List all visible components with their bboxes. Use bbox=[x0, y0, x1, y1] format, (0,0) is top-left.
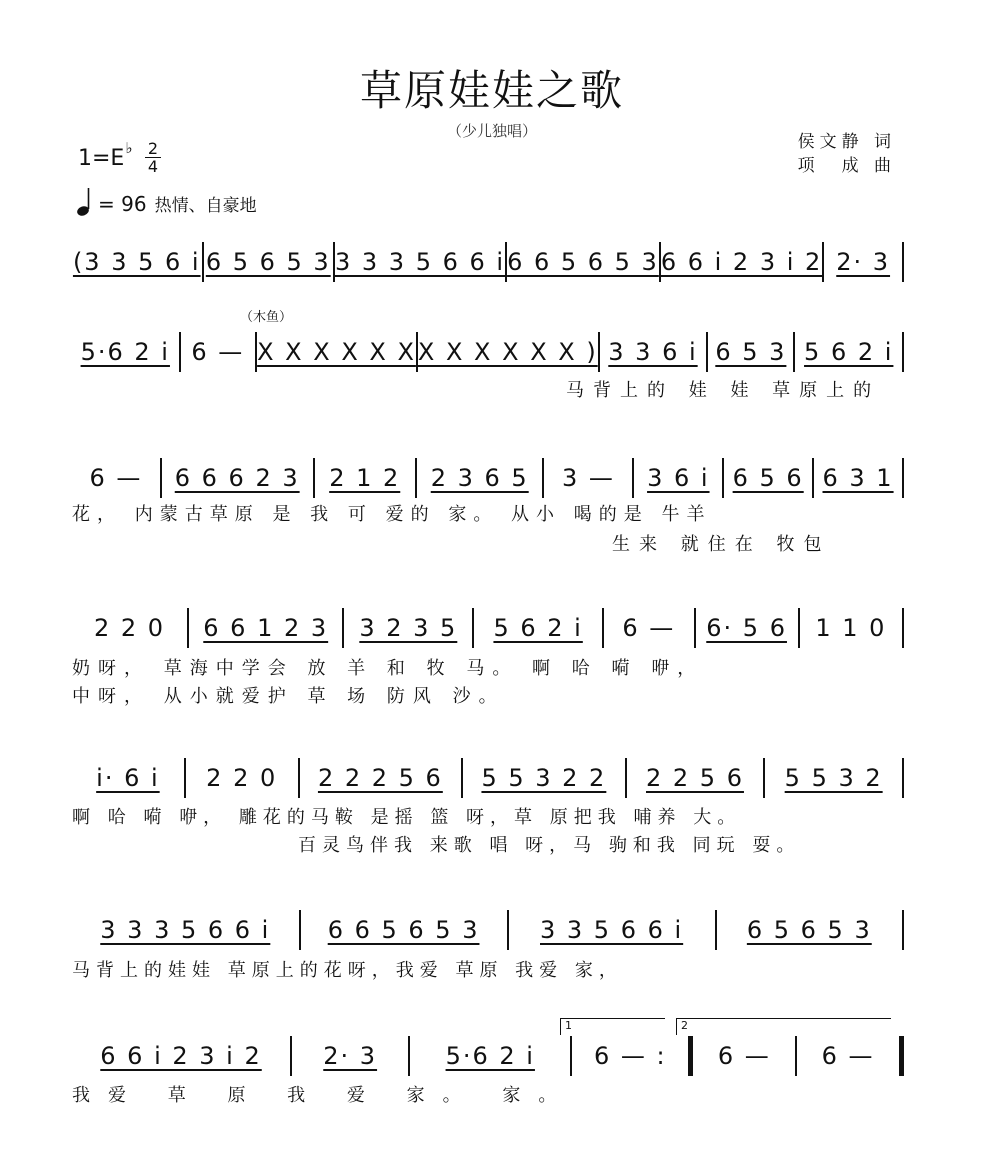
barline bbox=[902, 458, 904, 498]
notes: i· 6 i bbox=[96, 764, 160, 792]
measure bbox=[509, 916, 715, 944]
measure bbox=[301, 916, 507, 944]
measure bbox=[507, 248, 659, 276]
measure bbox=[72, 248, 202, 276]
music-row-6 bbox=[72, 910, 904, 950]
notes: 3 3 3 5 6 6 i bbox=[335, 248, 506, 276]
notes: 3 — bbox=[561, 464, 615, 492]
notes: 5 5 3 2 2 bbox=[481, 764, 607, 792]
measure bbox=[572, 1042, 688, 1070]
barline bbox=[902, 758, 904, 798]
tempo-marking bbox=[76, 186, 257, 216]
measure bbox=[627, 764, 764, 792]
notes: 6 6 i 2 3 i 2 bbox=[660, 248, 823, 276]
measure bbox=[335, 248, 505, 276]
measure bbox=[634, 464, 722, 492]
lyrics-row-2: 马背上的 娃 娃 草原上的 bbox=[566, 380, 881, 401]
notes: 6 6 i 2 3 i 2 bbox=[100, 1042, 262, 1070]
notes: 6 — bbox=[717, 1042, 771, 1070]
lyrics-row-6: 马背上的娃娃 草原上的花呀，我爱 草原 我爱 家， bbox=[72, 960, 623, 981]
notes: 2 2 5 6 bbox=[646, 764, 744, 792]
barline bbox=[902, 608, 904, 648]
lyrics-row-5-verse-2: 百灵鸟伴我 来歌 唱 呀，马 驹和我 同玩 耍。 bbox=[298, 835, 801, 856]
notes: 6 5 6 5 3 bbox=[205, 248, 331, 276]
measure bbox=[72, 1042, 290, 1070]
notes: 2 2 0 bbox=[93, 614, 166, 642]
measure bbox=[292, 1042, 408, 1070]
measure bbox=[72, 916, 299, 944]
notes: 2 3 6 5 bbox=[430, 464, 529, 492]
lyrics-row-3-verse-1: 花， 内蒙古草原 是 我 可 爱的 家。 从小 喝的是 牛羊 bbox=[72, 504, 712, 525]
notes: 1 1 0 bbox=[815, 614, 887, 642]
first-ending-bracket: 1 bbox=[560, 1018, 665, 1035]
notes: 3 2 3 5 bbox=[359, 614, 458, 642]
measure bbox=[410, 1042, 570, 1070]
notes: 3 6 i bbox=[647, 464, 710, 492]
notes: 5·6 2 i bbox=[80, 338, 170, 366]
notes: 6 5 6 5 3 bbox=[746, 916, 872, 944]
notes: 6· 5 6 bbox=[706, 614, 787, 642]
measure bbox=[795, 338, 902, 366]
key-label: 1=E bbox=[78, 146, 125, 171]
measure bbox=[797, 1042, 899, 1070]
measure bbox=[344, 614, 472, 642]
notes: 3 3 3 5 6 6 i bbox=[100, 916, 271, 944]
notes: 2· 3 bbox=[836, 248, 891, 276]
measure bbox=[708, 338, 793, 366]
notes: (3 3 5 6 i bbox=[72, 248, 201, 276]
notes: 6 — bbox=[191, 338, 245, 366]
measure bbox=[800, 614, 902, 642]
notes: 6 6 5 6 5 3 bbox=[507, 248, 659, 276]
expression-mark: 热情、自豪地 bbox=[154, 196, 257, 216]
measure bbox=[72, 764, 184, 792]
song-title: 草原娃娃之歌 bbox=[359, 66, 624, 115]
notes: 6 5 6 bbox=[732, 464, 804, 492]
quarter-note-icon bbox=[76, 186, 92, 216]
measure bbox=[814, 464, 902, 492]
notes: 5 5 3 2 bbox=[784, 764, 883, 792]
notes: 2 1 2 bbox=[329, 464, 401, 492]
time-signature bbox=[145, 140, 161, 175]
notes: 3 3 6 i bbox=[608, 338, 698, 366]
measure bbox=[204, 248, 334, 276]
music-row-1 bbox=[72, 242, 904, 282]
song-subtitle: （少儿独唱） bbox=[446, 122, 537, 140]
measure bbox=[463, 764, 625, 792]
time-denominator: 4 bbox=[145, 157, 161, 175]
notes: 6 — : bbox=[594, 1042, 667, 1070]
music-row-4 bbox=[72, 608, 904, 648]
notes: 6 — bbox=[622, 614, 676, 642]
measure bbox=[72, 338, 179, 366]
music-row-2 bbox=[72, 332, 904, 372]
notes: 6 5 3 bbox=[715, 338, 787, 366]
measure bbox=[418, 338, 598, 366]
notes: 5·6 2 i bbox=[445, 1042, 535, 1070]
credits bbox=[798, 130, 896, 178]
notes: X X X X X X bbox=[257, 338, 416, 366]
second-ending-bracket: 2 bbox=[676, 1018, 891, 1035]
percussion-note: （木鱼） bbox=[240, 310, 293, 325]
music-row-7 bbox=[72, 1036, 904, 1076]
measure bbox=[300, 764, 462, 792]
barline bbox=[902, 910, 904, 950]
notes: 3 3 5 6 6 i bbox=[540, 916, 684, 944]
notes: 6 — bbox=[821, 1042, 875, 1070]
notes: X X X X X X ) bbox=[417, 338, 598, 366]
measure bbox=[717, 916, 902, 944]
notes: 6 6 1 2 3 bbox=[203, 614, 329, 642]
notes: 5 6 2 i bbox=[804, 338, 894, 366]
notes: 6 3 1 bbox=[822, 464, 894, 492]
notes: 2 2 0 bbox=[206, 764, 278, 792]
tempo-value: = 96 bbox=[98, 192, 147, 216]
measure bbox=[693, 1042, 795, 1070]
notes: 6 6 6 2 3 bbox=[174, 464, 300, 492]
music-row-5 bbox=[72, 758, 904, 798]
measure bbox=[162, 464, 313, 492]
lyrics-row-7: 我爱 草 原 我 爱 家。 家。 bbox=[72, 1085, 575, 1106]
notes: 6 6 5 6 5 3 bbox=[327, 916, 480, 944]
flat-accidental: ♭ bbox=[125, 139, 133, 157]
measure bbox=[186, 764, 298, 792]
notes: 2 2 2 5 6 bbox=[317, 764, 443, 792]
final-barline bbox=[899, 1036, 904, 1076]
measure bbox=[604, 614, 693, 642]
measure bbox=[824, 248, 902, 276]
measure bbox=[696, 614, 798, 642]
measure bbox=[724, 464, 812, 492]
measure bbox=[474, 614, 602, 642]
lyrics-row-3-verse-2: 生来 就住在 牧包 bbox=[612, 534, 831, 555]
lyricist-credit: 侯文静 词 bbox=[797, 132, 896, 152]
composer-credit: 项 成 曲 bbox=[797, 156, 896, 176]
lyrics-row-4-verse-2: 中呀， 从小就爱护 草 场 防风 沙。 bbox=[72, 686, 505, 707]
measure bbox=[257, 338, 416, 366]
music-row-3 bbox=[72, 458, 904, 498]
measure bbox=[600, 338, 707, 366]
barline bbox=[902, 332, 904, 372]
measure bbox=[189, 614, 342, 642]
measure bbox=[72, 464, 160, 492]
measure bbox=[661, 248, 822, 276]
barline bbox=[902, 242, 904, 282]
measure bbox=[544, 464, 632, 492]
measure bbox=[181, 338, 256, 366]
notes: 2· 3 bbox=[323, 1042, 378, 1070]
time-numerator: 2 bbox=[147, 139, 159, 158]
measure bbox=[417, 464, 543, 492]
measure bbox=[72, 614, 187, 642]
notes: 6 — bbox=[89, 464, 143, 492]
notes: 5 6 2 i bbox=[493, 614, 583, 642]
measure bbox=[765, 764, 902, 792]
lyrics-row-5-verse-1: 啊 哈 嗬 咿， 雕花的马鞍 是摇 篮 呀，草 原把我 哺养 大。 bbox=[72, 807, 742, 828]
key-signature bbox=[78, 139, 133, 171]
measure bbox=[315, 464, 415, 492]
lyrics-row-4-verse-1: 奶呀， 草海中学会 放 羊 和 牧 马。 啊 哈 嗬 咿， bbox=[72, 658, 704, 679]
